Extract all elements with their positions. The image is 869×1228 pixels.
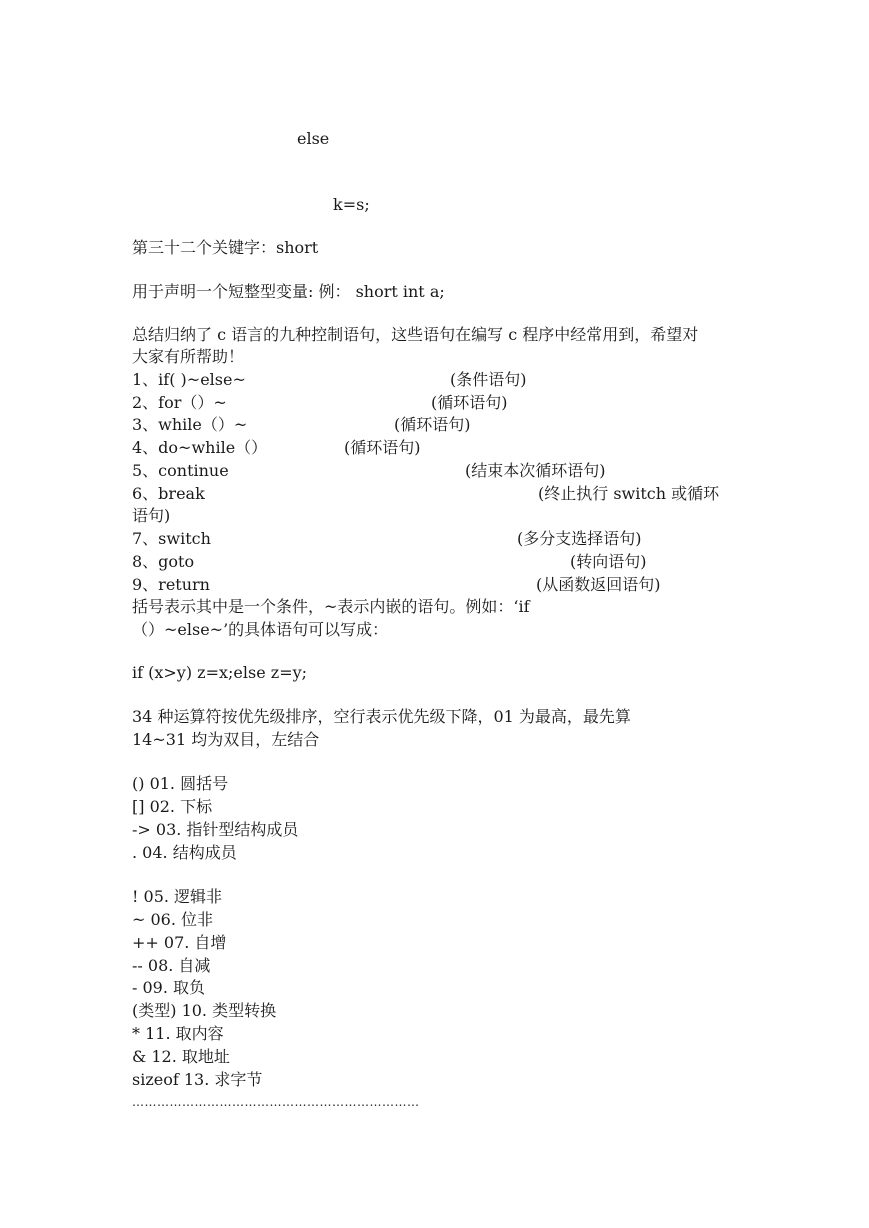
note-line-1: 括号表示其中是一个条件，~表示内嵌的语句。例如：‘if <box>132 597 530 616</box>
operator-13: sizeof 13. 求字节 <box>132 1070 263 1089</box>
operators-intro-1: 34 种运算符按优先级排序，空行表示优先级下降，01 为最高，最先算 <box>132 707 631 726</box>
operators-intro-2: 14~31 均为双目，左结合 <box>132 730 320 749</box>
statement-2-desc: (循环语句) <box>431 393 508 412</box>
statement-6-desc: (终止执行 switch 或循环 <box>538 484 720 503</box>
k-assignment-line: k=s; <box>333 195 370 214</box>
operator-11: * 11. 取内容 <box>132 1024 224 1043</box>
example-code: if (x>y) z=x;else z=y; <box>132 663 308 682</box>
operator-01: () 01. 圆括号 <box>132 774 229 793</box>
statement-8-desc: (转向语句) <box>570 552 647 571</box>
statement-2-code: 2、for（）~ <box>132 393 227 412</box>
summary-line-1: 总结归纳了 c 语言的九种控制语句，这些语句在编写 c 程序中经常用到，希望对 <box>132 325 699 344</box>
else-line: else <box>297 129 330 148</box>
statement-6-code: 6、break <box>132 484 205 503</box>
statement-4-code: 4、do~while（） <box>132 438 268 457</box>
keyword-32-description: 用于声明一个短整型变量: 例： short int a; <box>132 282 445 301</box>
operator-09: - 09. 取负 <box>132 978 206 997</box>
statement-6-desc-wrap: 语句) <box>132 506 171 525</box>
operator-03: -> 03. 指针型结构成员 <box>132 820 299 839</box>
statement-3-desc: (循环语句) <box>394 415 471 434</box>
statement-1-code: 1、if( )~else~ <box>132 370 246 389</box>
statement-5-desc: (结束本次循环语句) <box>465 461 606 480</box>
operator-02: [] 02. 下标 <box>132 797 213 816</box>
operator-08: -- 08. 自减 <box>132 956 211 975</box>
statement-1-desc: (条件语句) <box>450 370 527 389</box>
statement-7-code: 7、switch <box>132 529 211 548</box>
keyword-32-title: 第三十二个关键字：short <box>132 238 319 257</box>
operator-12: & 12. 取地址 <box>132 1047 230 1066</box>
operator-07: ++ 07. 自增 <box>132 933 227 952</box>
summary-line-2: 大家有所帮助！ <box>132 347 245 366</box>
note-line-2: （）~else~’的具体语句可以写成： <box>132 620 389 639</box>
operator-05: ! 05. 逻辑非 <box>132 887 223 906</box>
statement-7-desc: (多分支选择语句) <box>517 529 642 548</box>
statement-8-code: 8、goto <box>132 552 195 571</box>
statement-5-code: 5、continue <box>132 461 229 480</box>
operator-06: ~ 06. 位非 <box>132 910 214 929</box>
statement-4-desc: (循环语句) <box>344 438 421 457</box>
operator-10: (类型) 10. 类型转换 <box>132 1001 277 1020</box>
statement-9-desc: (从函数返回语句) <box>536 575 661 594</box>
operator-04: . 04. 结构成员 <box>132 843 237 862</box>
statement-9-code: 9、return <box>132 575 210 594</box>
ellipsis-line: …………………………………………………………… <box>132 1095 420 1109</box>
statement-3-code: 3、while（）~ <box>132 415 248 434</box>
